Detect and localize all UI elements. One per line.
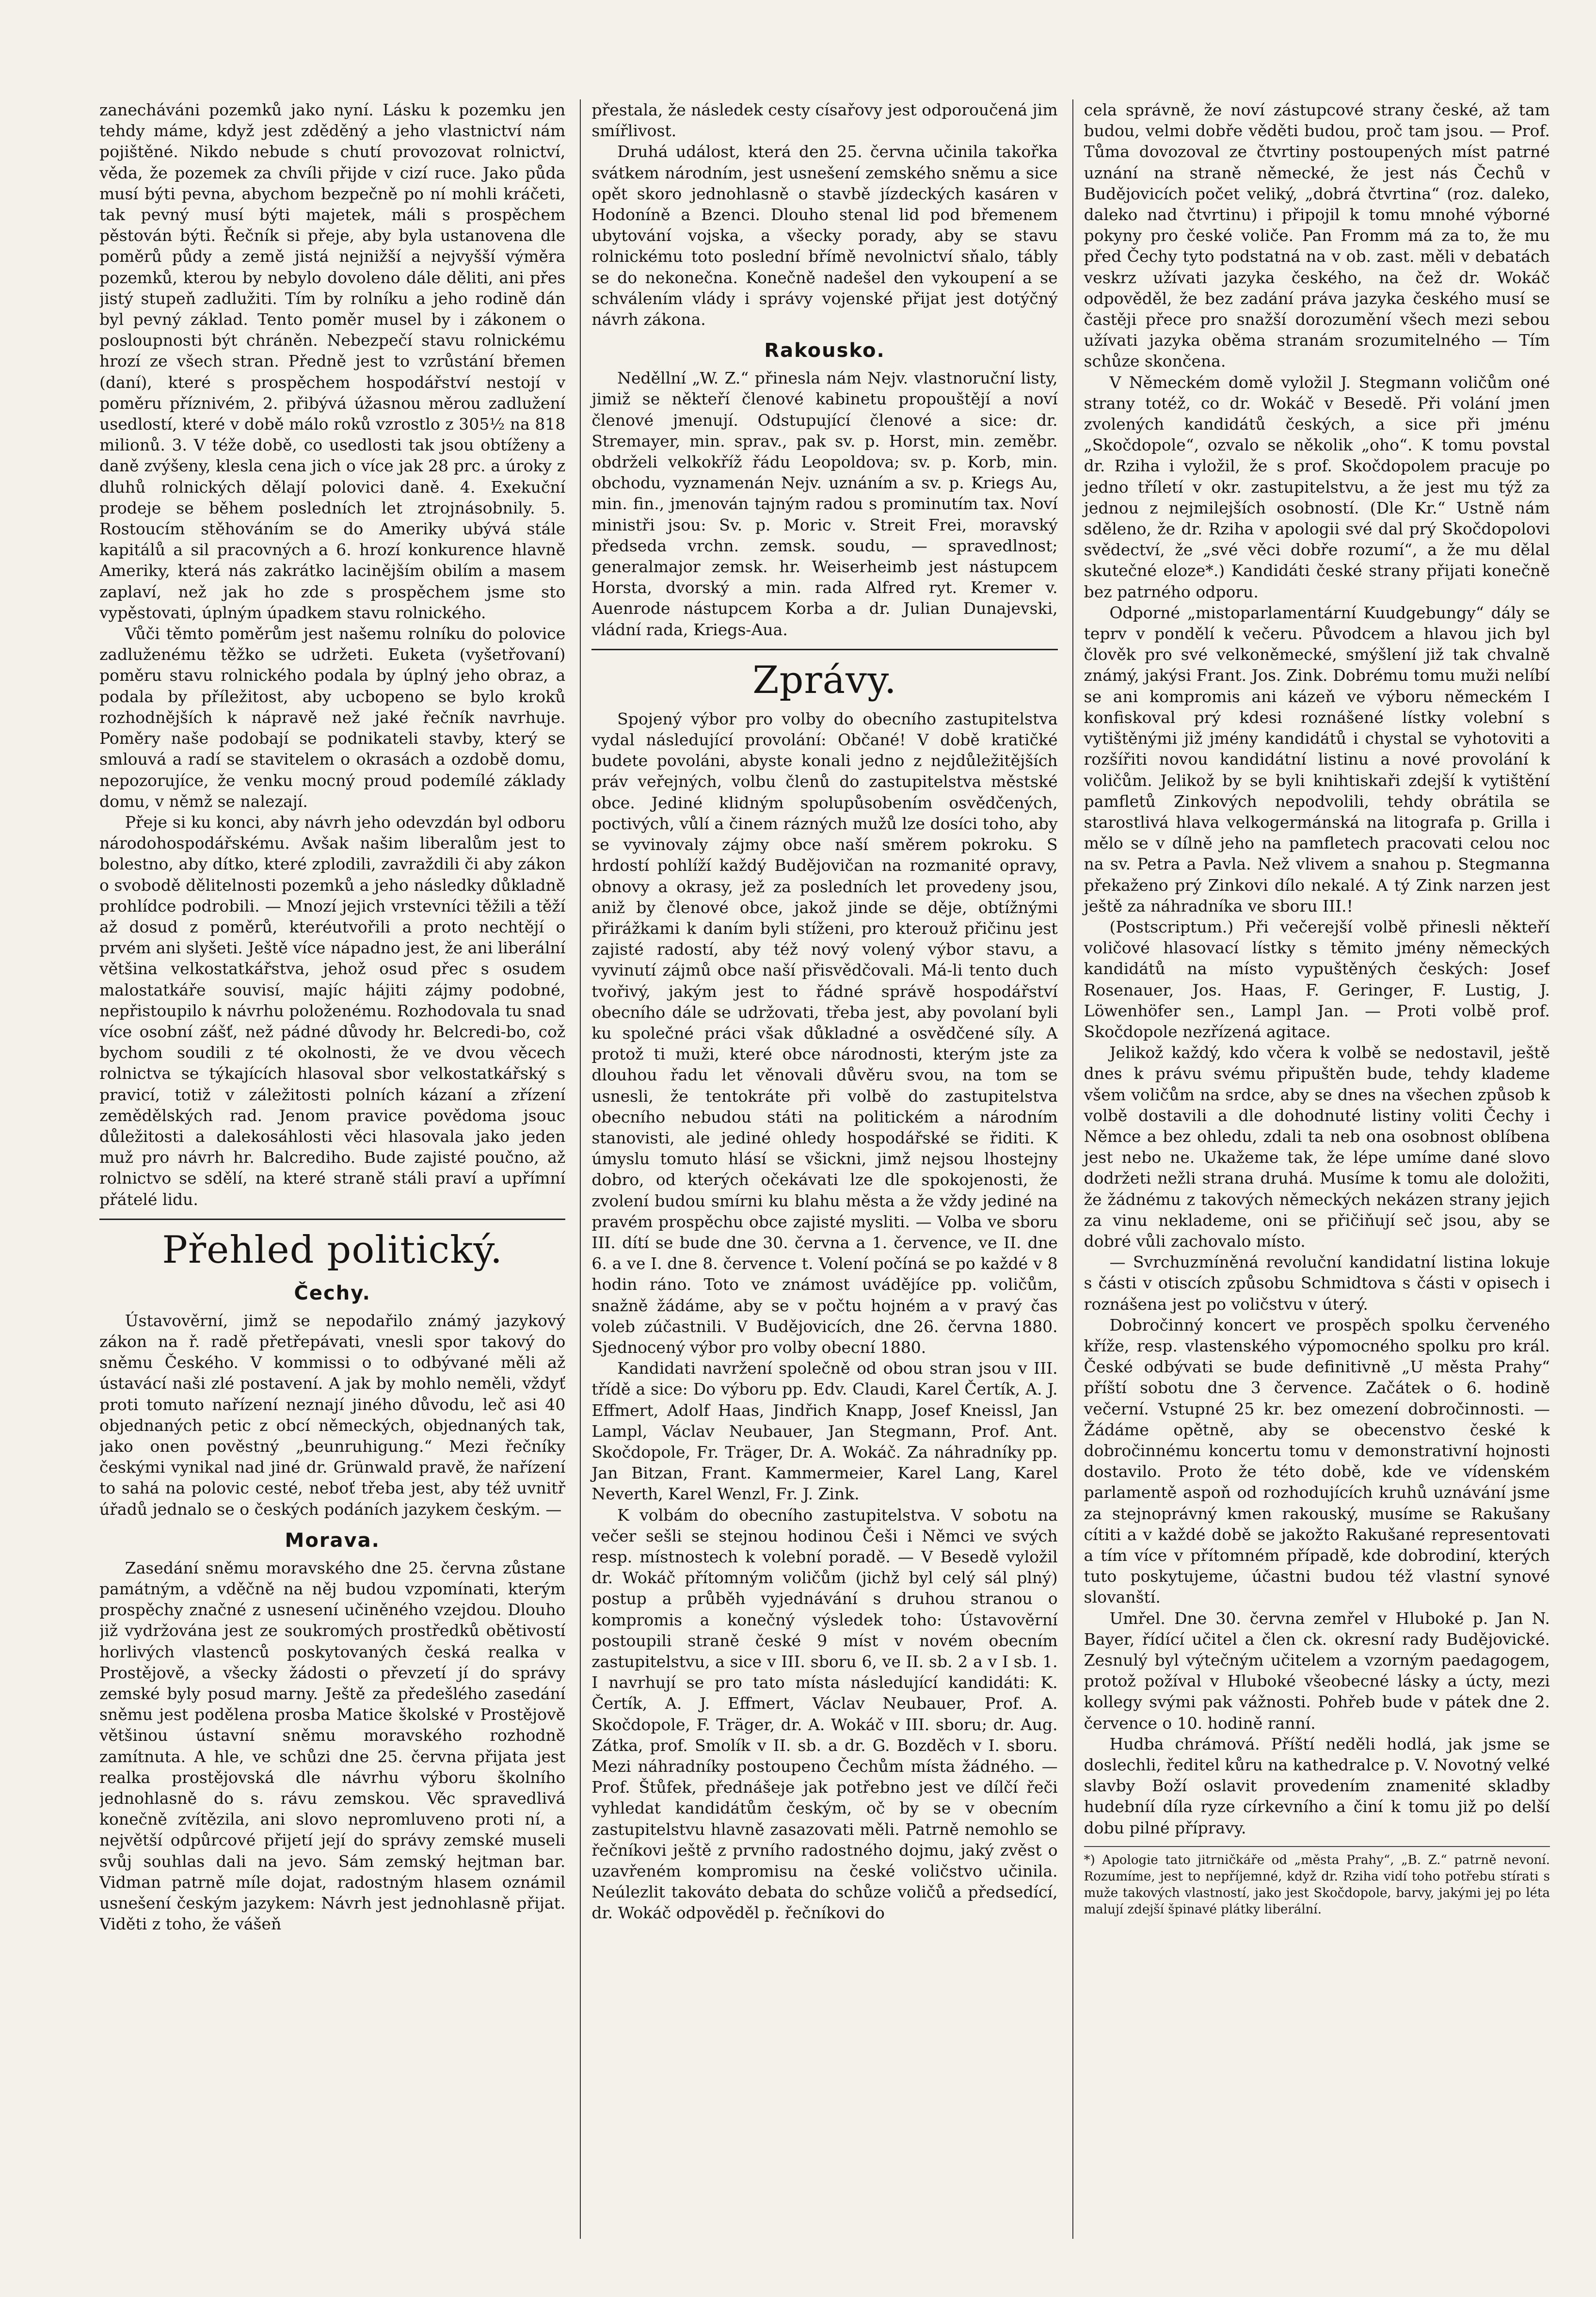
article-paragraph: cela správně, že noví zástupcové strany české, až tam budou, velmi dobře věděti budou, proč tam jsou. — Prof. Tůma dovozoval ze čtvrtiny postoupených míst patrné uznání na straně německé, že jest nás Čechů v Budějovicích počet veliký, „dobrá čtvrtina“ (roz. daleko, daleko nad čtvrtinu) i připojil k tomu mnohé výborné pokyny pro české voliče. Pan Fromm má za to, že mu před Čechy tyto podstatná na v ob. zast. měli v debatách veskrz užívati jazyka českého, na čež dr. Wokáč odpověděl, že bez zadání práva jazyka českého musí se častěji přece pro snažší dorozumění všech mezi sebou užívati jazyka oběma stranám srozumitelného — Tím schůze skončena.: [1084, 100, 1550, 371]
article-paragraph: Odporné „mistoparlamentární Kuudgebungy“ dály se teprv v pondělí k večeru. Původcem a hlavou jich byl člověk pro své velkoněmecké, smýšlení již tak chvalně známý, jakýsi Frant. Jos. Zink. Dobrému tomu muži nelíbí se ani kompromis ani kázeň ve výboru německém I konfiskoval prý kdesi roznášené lístky volební s vytištěnými již jmény kandidátů i chystal se vyhotoviti a rozšířiti novou kandidátní listinu a nové provolání k voličům. Jelikož by se byli knihtiskaři zdejší k vytištění pamfletů Zinkových nepodvolili, tehdy obrátila se starostlivá hlava velkogermánská na litografa p. Grilla i mělo se v dílně jeho na pamfletech pracovati celou noc na sv. Petra a Pavla. Než vlivem a snahou p. Stegmanna překaženo prý Zinkovi dílo nekalé. A tý Zink narzen jest ještě za náhradníka ve sboru III.!: [1084, 603, 1550, 916]
article-paragraph: Kandidati navržení společně od obou stran jsou v III. třídě a sice: Do výboru pp. Edv. Claudi, Karel Čertík, A. J. Effmert, Adolf Haas, Jindřich Knapp, Josef Kneissl, Jan Lampl, Václav Neubauer, Jan Stegmann, Prof. Ant. Skočdopole, Fr. Träger, Dr. A. Wokáč. Za náhradníky pp. Jan Bitzan, Frant. Kammermeier, Karel Lang, Karel Neverth, Karel Wenzl, Fr. J. Zink.: [591, 1359, 1058, 1504]
article-paragraph: Umřel. Dne 30. června zemřel v Hluboké p. Jan N. Bayer, řídící učitel a člen ck. okresní rady Budějovické. Zesnulý byl výtečným učitelem a vzorným paedagogem, protož požíval v Hluboké všeobecné lásky a úcty, mezi kollegy svými pak vážnosti. Pohřeb bude v pátek dne 2. července o 10. hodině ranní.: [1084, 1608, 1550, 1733]
column-2: [580, 99, 1057, 2239]
article-paragraph: zanecháváni pozemků jako nyní. Lásku k pozemku jen tehdy máme, když jest zděděný a jeho vlastnictví nám pojištěné. Nikdo nebude s chutí provozovat rolnictví, věda, že pozemek za chvíli přijde v cizí ruce. Jako půda musí býti pevna, abychom bezpečně po ní mohli kráčeti, tak pevný musí býti majetek, máli s prospěchem pěstován býti. Řečník si přeje, aby byla ustanovena dle poměrů půdy a země jistá nejnižší a nejvyšší výměra pozemků, kterou by nebylo dovoleno dále děliti, ani přes jistý stupeň zadlužiti. Tím by rolníku a jeho rodině dán byl pevný základ. Tento poměr musel by i zákonem o posloupnosti být chráněn. Nebezpečí stavu rolnickému hrozí ze všech stran. Předně jest to vzrůstání břemen (daní), které s prospěchem hospodářství nestojí v poměru příznivém, 2. přibývá úžasnou měrou zadlužení usedlostí, které v době málo roků vzrostlo z 305½ na 818 milionů. 3. V téže době, co usedlosti tak jsou obtíženy a daně zvýšeny, klesla cena jich o více jak 28 prc. a úroky z dluhů rolnických dělají polovici daně. 4. Exekuční prodeje se během posledních let ztrojnásobnily. 5. Rostoucím stěhováním se do Ameriky ubývá stále kapitálů a sil pracovných a 6. hrozí konkurence hlavně Ameriky, která nás zakrátko lacinějším obilím a masem zaplaví, než jak ho zde s prospěchem jsme sto vypěstovati, úplným úpadkem stavu rolnického.: [99, 100, 566, 622]
column-3: [1072, 99, 1550, 2239]
section-title-zpravy: Zprávy.: [752, 658, 897, 702]
footnote: *) Apologie tato jitrničkáře od „města Prahy“, „B. Z.“ patrně nevoní. Rozumíme, jest to nepříjemné, když dr. Rziha vidí toho potřebu stírati s muže takových vlastností, jako jest Skočdopole, barvy, jakými jej po léta malují zdejší špinavé plátky liberální.: [1084, 1846, 1550, 1918]
article-paragraph: Hudba chrámová. Příští neděli hodlá, jak jsme se doslechli, ředitel kůru na kathedralce p. V. Novotný velké slavby Boží oslavit provedením znamenité skladby hudebníí díla ryze církevního a činí k tomu již po delší dobu pilné přípravy.: [1084, 1734, 1550, 1837]
columns: [99, 99, 1550, 2239]
column-1: [99, 99, 565, 2239]
article-paragraph: Neděllní „W. Z.“ přinesla nám Nejv. vlastnoruční listy, jimiž se někteří členové kabinetu propouštějí a noví členové jmenují. Odstupující členové a sice: dr. Stremayer, min. sprav., pak sv. p. Horst, min. zeměbr. obdrželi velkokříž řádu Leopoldova; sv. p. Korb, min. obchodu, vyznamenán Nejv. uznáním a sv. p. Kriegs Au, min. fin., jmenován tajným radou s prominutím tax. Noví ministři jsou: Sv. p. Moric v. Streit Frei, moravský předseda vrchn. zemsk. soudu, — spravedlnost; generalmajor zemsk. hr. Weiserheimb jest nástupcem Horsta, dvorský a min. rada Alfred ryt. Kremer v. Auenrode nástupcem Korba a dr. Julian Dunajevski, vládní rada, Kriegs-Aua.: [591, 369, 1058, 639]
article-paragraph: přestala, že následek cesty císařovy jest odporoučená jim smířlivost.: [591, 100, 1058, 141]
article-paragraph: Ústavověrní, jimž se nepodařilo známý jazykový zákon na ř. radě přetřepávati, vnesli spor takový do sněmu Českého. V kommissi o to odbývané měli až ústavácí naši zlé postavení. A jak by mohlo neměli, vždyť proti tomuto nařízení neznají jiného důvodu, leč asi 40 objednaných petic z obcí německých, objednaných tak, jako onen pověstný „beunruhigung.“ Mezi řečníky českými vynikal nad jiné dr. Grünwald pravě, že nařízení to sahá na polovic cesté, neboť třeba jest, aby též uvnitř úřadů jednalo se o českých podáních jazykem českým. —: [99, 1311, 566, 1519]
section-title-politics: Přehled politický.: [162, 1228, 503, 1272]
divider: [99, 1219, 565, 1220]
article-paragraph: V Německém domě vyložil J. Stegmann voličům oné strany totéž, co dr. Wokáč v Besedě. Při volání jmen zvolených kandidátů českých, a sice při jménu „Skočdopole“, ozvalo se několik „oho“. K tomu povstal dr. Rziha i vyložil, že s prof. Skočdopolem pracuje po jedno tříletí v okr. zastupitelstvu, a že jest mu týž za jednou z nejmilejších osobností. (Dle Kr.“ Ustně nám sděleno, že dr. Rziha v apologii své dal prý Skočdopolovi svědectví, že „své věci dobře rozumí“, a že mu dělal skutečné eloze*.) Kandidáti české strany přijati konečně bez patrného odporu.: [1084, 372, 1550, 601]
article-paragraph: Zasedání sněmu moravského dne 25. června zůstane památným, a vděčně na něj budou vzpomínati, kterým prospěchy značné z usnesení učiněného vzejdou. Dlouho již vydržována jest ze soukromých prostředků obětivostí horlivých vlastenců poskytovaných česká realka v Prostějově, a všecky žádosti o převzetí jí do správy zemské byly posud marny. Ještě za předešlého zasedání sněmu jest podělena prosba Matice školské v Prostějově většinou ústavní sněmu moravského rozhodně zamítnuta. A hle, ve schůzi dne 25. června přijata jest realka prostějovská dle návrhu výboru školního jednohlasně do s. rávu zemskou. Věc spravedlivá konečně zvítězila, ani slovo nepromluveno proti ní, a největší odpůrcové přijetí její do správy zemské museli svůj souhlas dali na jevo. Sám zemský hejtman bar. Vidman patrně míle dojat, radostným hlasem oznámil usnešení českým jazykem: Návrh jest jednohlasně přijat. Viděti z toho, že vášeň: [99, 1558, 566, 1934]
subsection-title-cechy: Čechy.: [294, 1282, 371, 1304]
article-paragraph: Vůči těmto poměrům jest našemu rolníku do polovice zadluženému těžko se udržeti. Euketa (vyšetřovaní) poměru stavu rolnického podala by úplný jeho obraz, a podala by příležitost, aby ucbopeno se bylo kroků rozhodnějších k nápravě než jaké řečník navrhuje. Poměry naše podobají se podnikateli stavby, který se smlouvá a radí se stavitelem o okrasách a ozdobě domu, nepozorujíce, že venku mocný proud podemílé základy domu, v němž se nalezají.: [99, 624, 566, 811]
subsection-title-morava: Morava.: [285, 1529, 380, 1552]
article-paragraph: K volbám do obecního zastupitelstva. V sobotu na večer sešli se stejnou hodinou Češi i Němci ve svých resp. místnostech k volební poradě. — V Besedě vyložil dr. Wokáč přítomným voličům (jichž byl celý sál plný) postup a průběh vyjednávání s druhou stranou o kompromis a konečný výsledek toho: Ústavověrní postoupili straně české 9 míst v novém obecním zastupitelstvu, a sice v III. sboru 6, ve II. sb. 2 a v I sb. 1. I navrhují se pro tato místa následující kandidáti: K. Čertík, A. J. Effmert, Václav Neubauer, Prof. A. Skočdopole, F. Träger, dr. A. Wokáč v III. sboru; dr. Aug. Zátka, prof. Smolík v II. sb. a dr. G. Bozděch v I. sboru. Mezi náhradníky postoupeno Čechům místa žádného. — Prof. Štůfek, přednášeje jak potřebno jest ve dílčí řeči vyhledat kandidátům českým, oč by se v obecním zastupitelstvu hlavně zasazovati měli. Patrně nemohlo se řečníkovi ještě z prvního radostného dojmu, jaký zvěst o uzavřeném kompromisu na české voličstvo učinila. Neúlezlit takováto debata do schůze voličů a předsedící, dr. Wokáč odpověděl p. řečníkovi do: [591, 1505, 1058, 1923]
subsection-title-rakousko: Rakousko.: [764, 339, 885, 362]
article-paragraph: Jelikož každý, kdo včera k volbě se nedostavil, ještě dnes k právu svému připuštěn bude, tehdy klademe všem voličům na srdce, aby se dnes na všechen způsob k volbě dostavili a dle dohodnuté listiny voliti Čechy i Němce a bez ohledu, zdali ta neb ona osobnost oblíbena jest nebo ne. Ukažeme tak, že lépe umíme dané slovo dodržeti nežli strana druhá. Musíme k tomu ale doložiti, že žádnému z takových německých nekázen strany jejich za vinu neklademe, oni se přičiňují seč jsou, aby se dobré vůli zachovalo místo.: [1084, 1043, 1550, 1251]
article-paragraph: Dobročinný koncert ve prospěch spolku červeného kříže, resp. vlastenského výpomocného spolku pro král. České odbývati se bude definitivně „U města Prahy“ příští sobotu dne 3 července. Začátek o 6. hodině večerní. Vstupné 25 kr. bez omezení dobročinnosti. — Žádáme opětně, aby se obecenstvo české k dobročinnému koncertu tomu v demonstrativní hojnosti dostavilo. Proto že této době, kde ve vídenském parlamentě aspoň od rozhodujících kruhů uznávání jsme za stejnoprávný kmen rakouský, musíme se Rakušany cítiti a v každé době se jakožto Rakušané representovati a tím více v přítomném případě, kde dobrodiní, kterých tuto poskytujeme, účastni budou též vlastní synové slovanští.: [1084, 1315, 1550, 1607]
article-paragraph: Druhá událost, která den 25. června učinila takořka svátkem národním, jest usnešení zemského sněmu a sice opět skoro jednohlasně o stavbě jízdeckých kasáren v Hodoníně a Bzenci. Dlouho stenal lid pod břemenem ubytování vojska, a všecky porady, aby se stavu rolnickému toto poslední břímě nevolnictví sňalo, tábly se do nekonečna. Konečně nadešel den vykoupení a se schválením vlády i správy vojenské přijat jest dotýčný návrh zákona.: [591, 142, 1058, 329]
divider: [591, 649, 1057, 650]
article-paragraph: Přeje si ku konci, aby návrh jeho odevzdán byl odboru národohospodářskému. Avšak našim liberalům jest to bolestno, aby dítko, které zplodili, zavraždili či aby zákon o svobodě dělitelnosti pozemků a jeho následky důkladně prohlídce podrobili. — Mnozí jejich vrstevníci těžili a těží až dosud z poměrů, kteréutvořili a proto nechtějí o prvém ani slyšeti. Ještě více nápadno jest, že ani liberální většina velkostatkářstva, jehož osud přec s osudem malostatkáře souvisí, majíc hájiti zájmy podobné, nepřistoupilo k návrhu položenému. Rozhodovala tu snad více osobní zášť, než pádné důvody hr. Belcredi-bo, což bychom soudili z té okolnosti, že ve dvou věcech rolnictva se týkajících hlasoval sbor velkostatkářský s pravicí, totiž v záležitosti polních kázaní a zřízení zemědělských rad. Jenom pravice povědoma jsouc důležitosti a dalekosáhlosti věci hlasovala jako jeden muž pro návrh hr. Balcrediho. Bude zajisté poučno, až rolnictvo se sdělí, na které straně stáli praví a upřímní přátelé lidu.: [99, 812, 566, 1209]
article-paragraph: Spojený výbor pro volby do obecního zastupitelstva vydal následující provolání: Občané! V době kratičké budete povoláni, abyste konali jedno z nejdůležitějších práv veřejných, volbu členů do zastupitelstva městské obce. Jediné klidným spolupůsobením osvědčených, poctivých, vůlí a činem rázných mužů lze dosíci toho, aby se vyvinovaly zájmy obce naší směrem pokroku. S hrdostí pohlíží každý Budějovičan na rozmanité opravy, obnovy a okrasy, jež za posledních let provedeny jsou, aniž by členové obce, jakož jinde se děje, obtížnými přirážkami k daním byli stíženi, pro kterouž přičinu jest zajisté radostí, aby též nový volený výbor stavu, a vyvinutí zájmů obce naší přisvědčovali. Má-li tento duch tvořivý, jakým jest to řádné správě hospodářství obecního dále se udržovati, třeba jest, aby povolaní byli ku společné práci však důkladné a osvědčené síly. A protož ti muži, které obce národnosti, kterým jste za dlouhou řadu let věnovali důvěru svou, na tom se usnesli, že tentokráte při volbě do zastupitelstva obecního nebudou státi na politickém a národním stanovisti, ale jediné ohledy hospodářské se řiditi. K úmyslu tomuto hlásí se všickni, jimž nejsou lhostejny dobro, od kterých očekávati lze dle spokojenosti, že zvolení budou smírni ku blahu města a že vždy jediné na pravém prospěchu obce zajisté mysliti. — Volba ve sboru III. dítí se bude dne 30. června a 1. července, ve II. dne 6. a ve I. dne 8. července t. Volení počíná se po každé v 8 hodin ráno. Toto ve známost uvádějíce pp. voličům, snažně žádáme, aby se v počtu hojném a v pravý čas voleb zúčastnili. V Budějovicích, dne 26. června 1880. Sjednocený výbor pro volby obecní 1880.: [591, 709, 1058, 1357]
article-paragraph: — Svrchuzmíněná revoluční kandidatní listina lokuje s části v otiscích způsobu Schmidtova s části v opisech i roznášena jest po voličstvu v úterý.: [1084, 1253, 1550, 1314]
article-paragraph: (Postscriptum.) Při večerejší volbě přinesli někteří voličové hlasovací lístky s těmito jmény německých kandidátů na místo vypuštěných českých: Josef Rosenauer, Jos. Haas, F. Geringer, F. Lustig, J. Löwenhöfer sen., Lampl Jan. — Proti volbě prof. Skočdopole nezřízená agitace.: [1084, 917, 1550, 1041]
